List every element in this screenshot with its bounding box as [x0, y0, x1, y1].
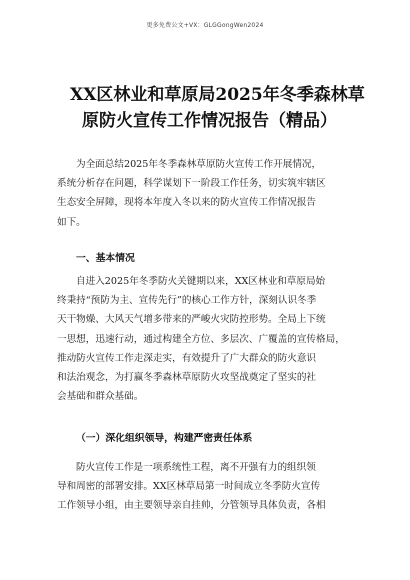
subsection1-line: 防火宣传工作是一项系统性工程，离不开强有力的组织领 — [76, 462, 316, 473]
document-title — [70, 82, 365, 134]
title-line-1: XX区林业和草原局2025年冬季森林草 — [70, 85, 365, 105]
section1-line: 终秉持“预防为主、宣传先行”的核心工作方针，深刻认识冬季 — [57, 295, 317, 307]
subsection-heading: （一）深化组织领导，构建严密责任体系 — [76, 433, 253, 444]
section1-paragraph — [57, 272, 357, 406]
intro-line: 如下。 — [57, 216, 86, 228]
section-heading: 一、基本情况 — [76, 253, 135, 264]
section1-line: 会基础和群众基础。 — [57, 391, 144, 403]
subsection1-paragraph — [57, 458, 357, 516]
section1-line: 推动防火宣传工作走深走实，有效提升了广大群众的防火意识 — [57, 352, 317, 364]
subsection1-line: 工作领导小组，由主要领导亲自挂帅，分管领导具体负责，各相 — [57, 500, 326, 512]
title-line-2: 原防火宣传工作情况报告（精品） — [82, 111, 337, 131]
intro-line: 为全面总结2025年冬季森林草原防火宣传工作开展情况， — [76, 159, 322, 170]
subsection1-line: 导和周密的部署安排。XX区林草局第一时间成立冬季防火宣传 — [57, 481, 321, 493]
intro-line: 生态安全屏障，现将本年度入冬以来的防火宣传工作情况报告 — [57, 197, 317, 209]
section1-line: 和法治观念，为打赢冬季森林草原防火攻坚战奠定了坚实的社 — [57, 372, 317, 384]
header-note: 更多免费公文+VX：GLGGongWen2024 — [146, 22, 264, 29]
section1-line: 自进入2025年冬季防火关键期以来，XX区林业和草原局始 — [76, 276, 326, 287]
section1-line: 一思想，迅速行动，通过构建全方位、多层次、广覆盖的宣传格局， — [57, 333, 345, 345]
section1-line: 天干物燥、大风天气增多带来的严峻火灾防控形势。全局上下统 — [57, 314, 326, 326]
intro-line: 系统分析存在问题，科学谋划下一阶段工作任务，切实筑牢辖区 — [57, 178, 326, 190]
intro-paragraph — [57, 155, 357, 232]
